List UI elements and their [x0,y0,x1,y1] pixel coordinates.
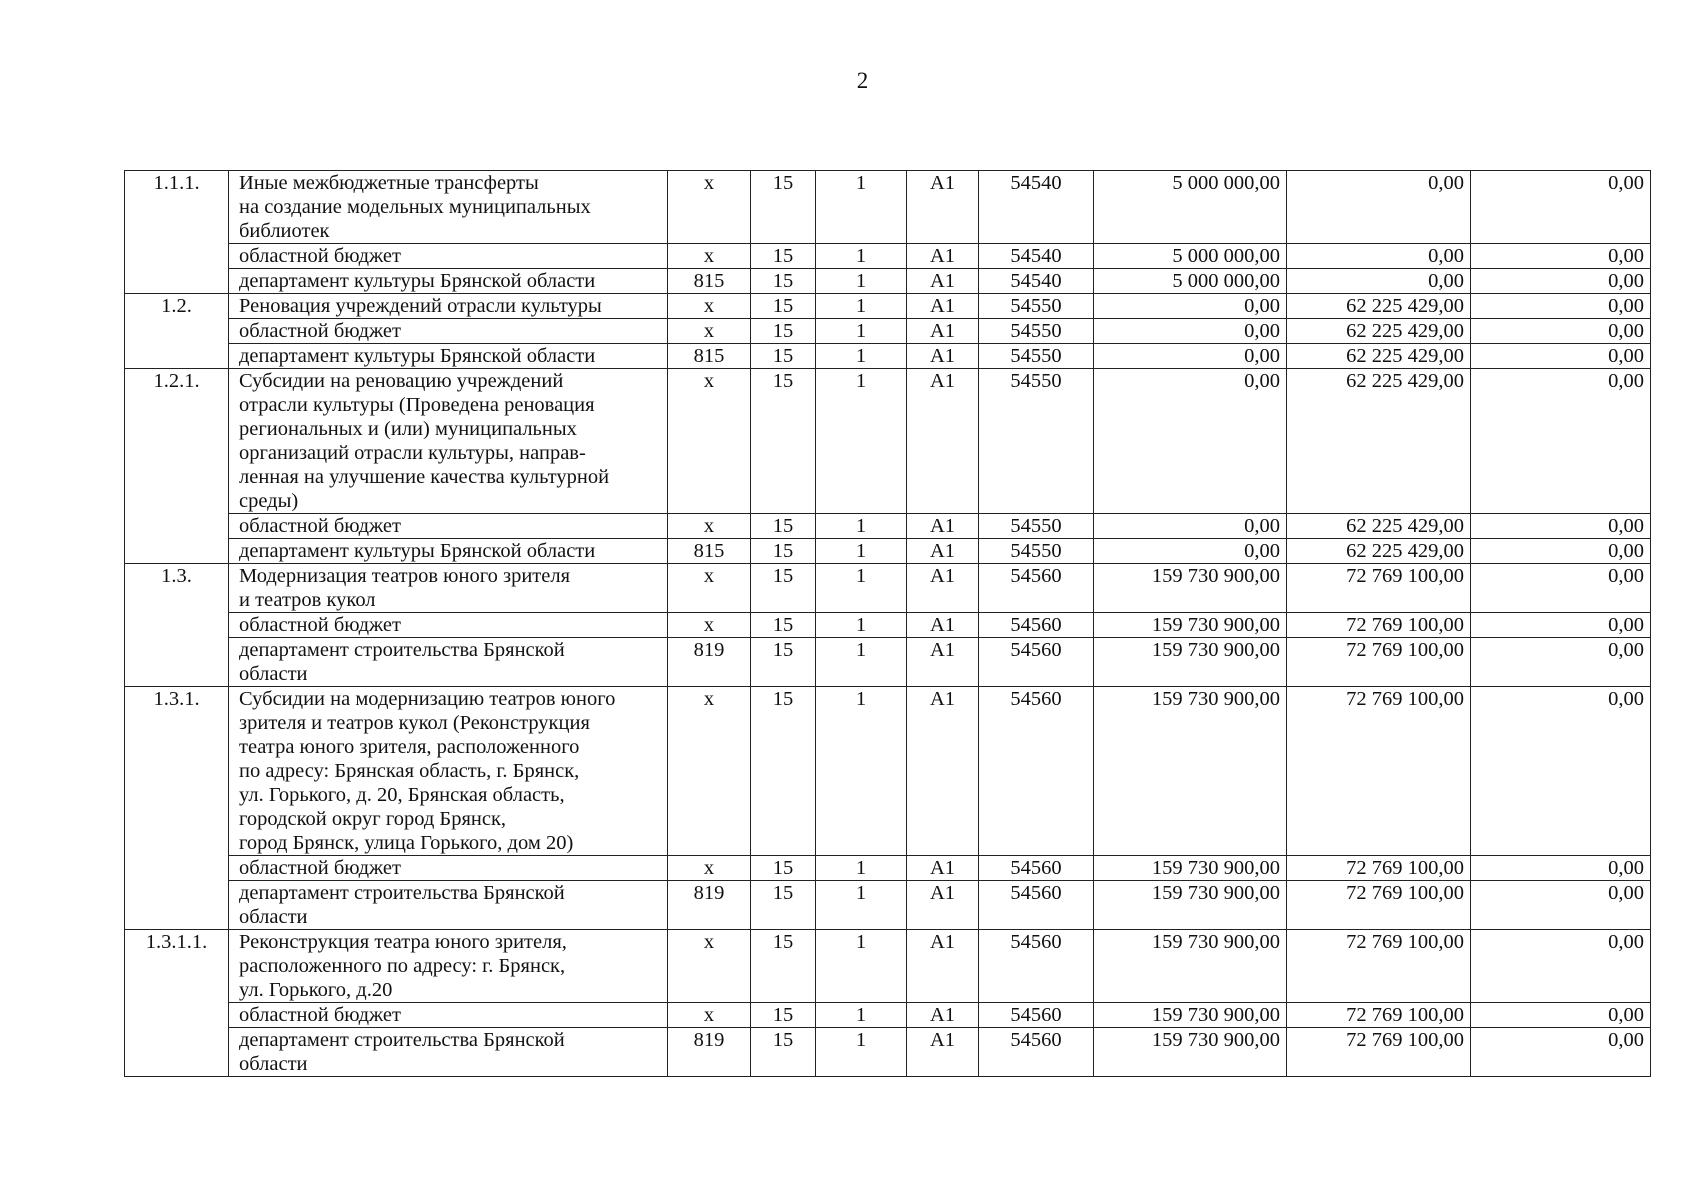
amount-year2-cell: 72 769 100,00 [1287,930,1471,1003]
item-name-line: департамент строительства Брянской [239,882,565,904]
subsection-cell: 1 [816,638,907,687]
item-name-line: и театров кукол [239,589,376,611]
grbs-cell: x [668,514,751,539]
program-cell: A1 [907,344,979,369]
amount-year3-cell: 0,00 [1471,294,1651,319]
direction-cell: 54560 [979,1003,1094,1028]
item-number-cell: 1.3.1. [125,687,229,930]
program-cell: A1 [907,564,979,613]
grbs-cell: 819 [668,1028,751,1077]
chapter-cell: 15 [751,930,816,1003]
item-name-line: среды) [239,490,299,512]
amount-year2-cell: 0,00 [1287,171,1471,244]
amount-year1-cell: 159 730 900,00 [1094,638,1287,687]
item-name-cell [229,564,668,613]
table-row [125,294,1651,319]
chapter-cell: 15 [751,171,816,244]
amount-year3-cell: 0,00 [1471,564,1651,613]
chapter-cell: 15 [751,539,816,564]
program-cell: A1 [907,171,979,244]
table-row [125,1028,1651,1077]
grbs-cell: x [668,613,751,638]
item-name-line: ул. Горького, д. 20, Брянская область, [239,784,565,806]
chapter-cell: 15 [751,687,816,856]
subsection-cell: 1 [816,539,907,564]
amount-year2-cell: 72 769 100,00 [1287,613,1471,638]
item-name-cell [229,539,668,564]
table-row [125,244,1651,269]
subsection-cell: 1 [816,319,907,344]
item-name-line: ул. Горького, д.20 [239,979,393,1001]
amount-year3-cell: 0,00 [1471,1003,1651,1028]
direction-cell: 54560 [979,881,1094,930]
amount-year2-cell: 62 225 429,00 [1287,294,1471,319]
amount-year3-cell: 0,00 [1471,1028,1651,1077]
grbs-cell: 819 [668,881,751,930]
grbs-cell: x [668,171,751,244]
table-row [125,369,1651,514]
table-row [125,856,1651,881]
item-name-line: области [239,906,308,928]
item-name-cell [229,319,668,344]
item-name-line: департамент строительства Брянской [239,1029,565,1051]
item-name-line: расположенного по адресу: г. Брянск, [239,955,566,977]
grbs-cell: x [668,369,751,514]
table-row [125,930,1651,1003]
amount-year2-cell: 72 769 100,00 [1287,1003,1471,1028]
grbs-cell: x [668,294,751,319]
item-name-line: библиотек [239,220,330,242]
grbs-cell: x [668,856,751,881]
amount-year1-cell: 159 730 900,00 [1094,687,1287,856]
chapter-cell: 15 [751,1028,816,1077]
amount-year1-cell: 0,00 [1094,294,1287,319]
grbs-cell: x [668,319,751,344]
item-number-cell: 1.2. [125,294,229,369]
amount-year1-cell: 0,00 [1094,369,1287,514]
program-cell: A1 [907,294,979,319]
grbs-cell: 815 [668,269,751,294]
subsection-cell: 1 [816,514,907,539]
direction-cell: 54560 [979,638,1094,687]
amount-year2-cell: 62 225 429,00 [1287,369,1471,514]
program-cell: A1 [907,539,979,564]
amount-year3-cell: 0,00 [1471,344,1651,369]
subsection-cell: 1 [816,930,907,1003]
subsection-cell: 1 [816,344,907,369]
chapter-cell: 15 [751,294,816,319]
item-name-line: областной бюджет [239,515,401,537]
item-name-cell [229,881,668,930]
program-cell: A1 [907,319,979,344]
program-cell: A1 [907,1028,979,1077]
table-row [125,638,1651,687]
grbs-cell: x [668,930,751,1003]
item-name-cell [229,930,668,1003]
amount-year3-cell: 0,00 [1471,638,1651,687]
chapter-cell: 15 [751,344,816,369]
grbs-cell: 815 [668,344,751,369]
amount-year1-cell: 0,00 [1094,514,1287,539]
subsection-cell: 1 [816,269,907,294]
table-row [125,881,1651,930]
item-name-line: зрителя и театров кукол (Реконструкция [239,712,590,734]
amount-year3-cell: 0,00 [1471,930,1651,1003]
chapter-cell: 15 [751,369,816,514]
program-cell: A1 [907,369,979,514]
budget-table [124,170,1651,1077]
program-cell: A1 [907,269,979,294]
amount-year1-cell: 0,00 [1094,344,1287,369]
item-name-cell [229,687,668,856]
item-name-line: театра юного зрителя, расположенного [239,736,580,758]
item-name-line: департамент строительства Брянской [239,639,565,661]
amount-year2-cell: 0,00 [1287,269,1471,294]
amount-year1-cell: 159 730 900,00 [1094,564,1287,613]
direction-cell: 54560 [979,687,1094,856]
amount-year2-cell: 0,00 [1287,244,1471,269]
chapter-cell: 15 [751,514,816,539]
table-row [125,344,1651,369]
item-name-line: областной бюджет [239,1004,401,1026]
chapter-cell: 15 [751,881,816,930]
item-name-cell [229,856,668,881]
item-name-cell [229,294,668,319]
page-number: 2 [856,68,869,93]
amount-year3-cell: 0,00 [1471,319,1651,344]
program-cell: A1 [907,613,979,638]
item-name-cell [229,171,668,244]
item-name-line: региональных и (или) муниципальных [239,418,577,440]
item-number-cell: 1.3. [125,564,229,687]
chapter-cell: 15 [751,1003,816,1028]
table-row [125,269,1651,294]
item-name-line: областной бюджет [239,614,401,636]
grbs-cell: x [668,1003,751,1028]
amount-year2-cell: 62 225 429,00 [1287,514,1471,539]
amount-year1-cell: 159 730 900,00 [1094,856,1287,881]
subsection-cell: 1 [816,856,907,881]
item-name-line: Субсидии на реновацию учреждений [239,370,564,392]
item-name-line: отрасли культуры (Проведена реновация [239,394,595,416]
item-name-line: Иные межбюджетные трансферты [239,172,539,194]
grbs-cell: 815 [668,539,751,564]
item-name-line: организаций отрасли культуры, направ- [239,442,586,464]
amount-year1-cell: 159 730 900,00 [1094,881,1287,930]
subsection-cell: 1 [816,687,907,856]
item-name-cell [229,244,668,269]
amount-year1-cell: 5 000 000,00 [1094,269,1287,294]
item-name-cell [229,1003,668,1028]
item-name-line: по адресу: Брянская область, г. Брянск, [239,760,580,782]
amount-year3-cell: 0,00 [1471,856,1651,881]
amount-year3-cell: 0,00 [1471,539,1651,564]
amount-year2-cell: 72 769 100,00 [1287,1028,1471,1077]
table-row [125,564,1651,613]
table-row [125,539,1651,564]
chapter-cell: 15 [751,564,816,613]
item-name-line: на создание модельных муниципальных [239,196,591,218]
item-name-line: областной бюджет [239,245,401,267]
item-name-cell [229,514,668,539]
item-name-line: городской округ город Брянск, [239,808,507,830]
chapter-cell: 15 [751,856,816,881]
amount-year3-cell: 0,00 [1471,269,1651,294]
program-cell: A1 [907,687,979,856]
grbs-cell: x [668,687,751,856]
amount-year2-cell: 72 769 100,00 [1287,638,1471,687]
item-name-line: областной бюджет [239,320,401,342]
item-name-cell [229,1028,668,1077]
table-row [125,1003,1651,1028]
amount-year3-cell: 0,00 [1471,369,1651,514]
amount-year3-cell: 0,00 [1471,687,1651,856]
grbs-cell: x [668,564,751,613]
subsection-cell: 1 [816,613,907,638]
item-name-line: Субсидии на модернизацию театров юного [239,688,616,710]
table-row [125,171,1651,244]
program-cell: A1 [907,856,979,881]
subsection-cell: 1 [816,244,907,269]
amount-year1-cell: 159 730 900,00 [1094,613,1287,638]
amount-year1-cell: 5 000 000,00 [1094,171,1287,244]
amount-year3-cell: 0,00 [1471,881,1651,930]
direction-cell: 54550 [979,344,1094,369]
program-cell: A1 [907,930,979,1003]
program-cell: A1 [907,1003,979,1028]
item-number-cell: 1.3.1.1. [125,930,229,1077]
item-name-cell [229,344,668,369]
amount-year1-cell: 159 730 900,00 [1094,1028,1287,1077]
subsection-cell: 1 [816,294,907,319]
direction-cell: 54560 [979,564,1094,613]
subsection-cell: 1 [816,369,907,514]
program-cell: A1 [907,244,979,269]
amount-year3-cell: 0,00 [1471,613,1651,638]
direction-cell: 54560 [979,930,1094,1003]
direction-cell: 54550 [979,294,1094,319]
direction-cell: 54550 [979,369,1094,514]
item-name-cell [229,269,668,294]
subsection-cell: 1 [816,171,907,244]
amount-year3-cell: 0,00 [1471,171,1651,244]
amount-year1-cell: 0,00 [1094,319,1287,344]
table-row [125,514,1651,539]
amount-year1-cell: 159 730 900,00 [1094,930,1287,1003]
grbs-cell: x [668,244,751,269]
subsection-cell: 1 [816,564,907,613]
direction-cell: 54560 [979,613,1094,638]
amount-year2-cell: 62 225 429,00 [1287,539,1471,564]
amount-year2-cell: 62 225 429,00 [1287,344,1471,369]
amount-year2-cell: 72 769 100,00 [1287,687,1471,856]
item-name-line: области [239,1053,308,1075]
program-cell: A1 [907,638,979,687]
subsection-cell: 1 [816,881,907,930]
chapter-cell: 15 [751,269,816,294]
chapter-cell: 15 [751,319,816,344]
subsection-cell: 1 [816,1003,907,1028]
amount-year2-cell: 72 769 100,00 [1287,856,1471,881]
direction-cell: 54560 [979,856,1094,881]
item-name-cell [229,369,668,514]
chapter-cell: 15 [751,244,816,269]
amount-year1-cell: 159 730 900,00 [1094,1003,1287,1028]
item-name-line: ленная на улучшение качества культурной [239,466,610,488]
program-cell: A1 [907,881,979,930]
direction-cell: 54560 [979,1028,1094,1077]
amount-year1-cell: 0,00 [1094,539,1287,564]
amount-year2-cell: 62 225 429,00 [1287,319,1471,344]
table-row [125,613,1651,638]
item-name-line: департамент культуры Брянской области [239,345,596,367]
item-name-line: департамент культуры Брянской области [239,270,596,292]
item-name-line: области [239,663,308,685]
table-body [125,171,1651,1077]
grbs-cell: 819 [668,638,751,687]
item-name-cell [229,613,668,638]
chapter-cell: 15 [751,613,816,638]
amount-year3-cell: 0,00 [1471,514,1651,539]
item-name-line: Реновация учреждений отрасли культуры [239,295,602,317]
amount-year2-cell: 72 769 100,00 [1287,564,1471,613]
table-row [125,687,1651,856]
chapter-cell: 15 [751,638,816,687]
item-name-line: Модернизация театров юного зрителя [239,565,571,587]
item-name-cell [229,638,668,687]
item-name-line: областной бюджет [239,857,401,879]
amount-year3-cell: 0,00 [1471,244,1651,269]
item-name-line: Реконструкция театра юного зрителя, [239,931,567,953]
direction-cell: 54550 [979,319,1094,344]
item-name-line: департамент культуры Брянской области [239,540,596,562]
direction-cell: 54550 [979,539,1094,564]
direction-cell: 54540 [979,269,1094,294]
amount-year1-cell: 5 000 000,00 [1094,244,1287,269]
program-cell: A1 [907,514,979,539]
subsection-cell: 1 [816,1028,907,1077]
table-row [125,319,1651,344]
direction-cell: 54540 [979,171,1094,244]
item-name-line: город Брянск, улица Горького, дом 20) [239,832,574,854]
item-number-cell: 1.2.1. [125,369,229,564]
amount-year2-cell: 72 769 100,00 [1287,881,1471,930]
direction-cell: 54540 [979,244,1094,269]
direction-cell: 54550 [979,514,1094,539]
item-number-cell: 1.1.1. [125,171,229,294]
